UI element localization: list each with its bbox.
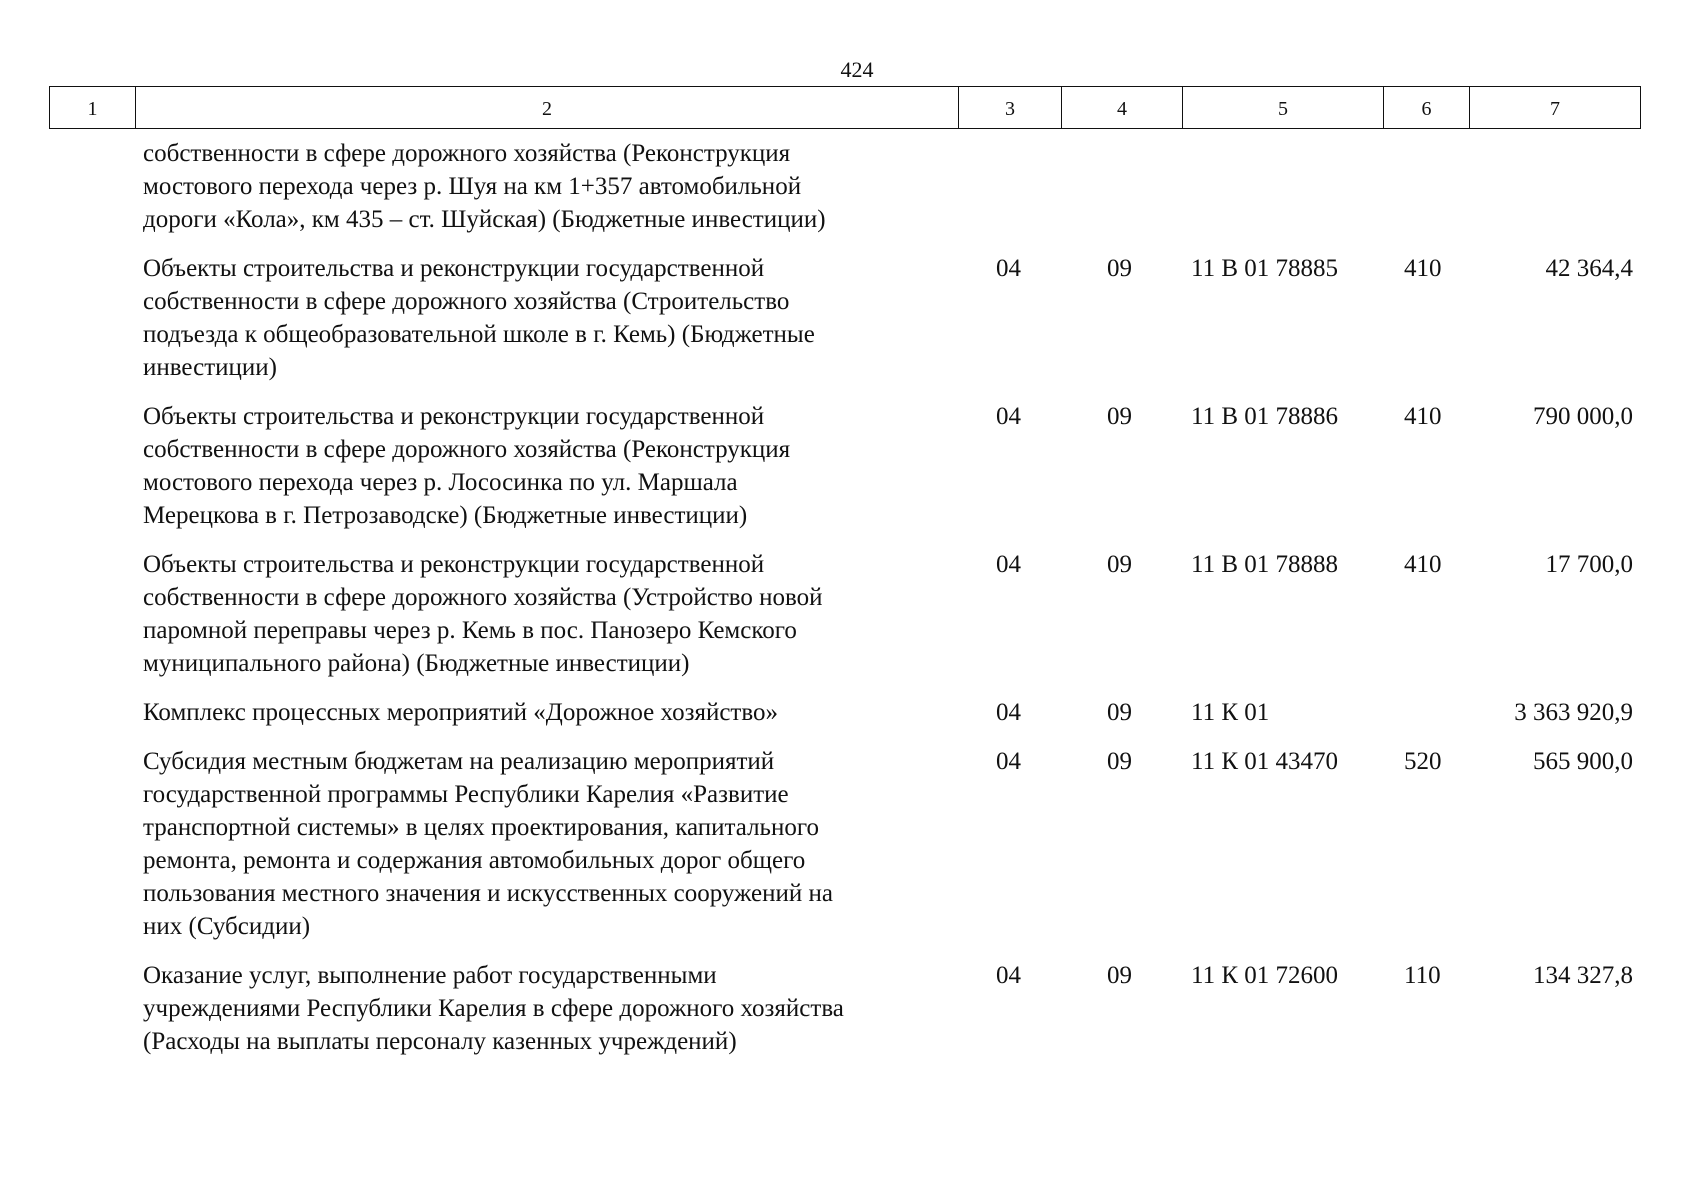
row-amount: 565 900,0 xyxy=(1533,748,1633,775)
page-number: 424 xyxy=(840,57,874,82)
table-row xyxy=(143,745,1641,943)
row-target: 11 В 01 78885 xyxy=(1191,255,1338,282)
row-subsection: 09 xyxy=(1107,699,1132,726)
table-row xyxy=(143,959,1641,1058)
row-subsection: 09 xyxy=(1107,403,1132,430)
row-target: 11 В 01 78888 xyxy=(1191,551,1338,578)
row-subsection: 09 xyxy=(1107,255,1132,282)
row-expense-type: 520 xyxy=(1404,748,1442,775)
row-target: 11 В 01 78886 xyxy=(1191,403,1338,430)
row-description: Комплекс процессных мероприятий «Дорожное хозяйство» xyxy=(143,699,778,726)
table-row xyxy=(143,696,1641,729)
row-section: 04 xyxy=(996,551,1021,578)
header-col-1: 1 xyxy=(50,87,136,128)
table-row xyxy=(143,252,1641,384)
header-col-6: 6 xyxy=(1384,87,1470,128)
row-expense-type: 410 xyxy=(1404,255,1442,282)
row-amount: 134 327,8 xyxy=(1533,962,1633,989)
header-col-2: 2 xyxy=(136,87,959,128)
row-target: 11 К 01 72600 xyxy=(1191,962,1338,989)
row-amount: 42 364,4 xyxy=(1545,255,1633,282)
row-section: 04 xyxy=(996,699,1021,726)
row-description: Объекты строительства и реконструкции государственной собственности в сфере дорожного хозяйства (Реконструкция мостового перехода через р. Лососинка по ул. Маршала Мерецкова в г. Петрозаводске) (Бюджетные инвестиции) xyxy=(143,403,791,529)
row-section: 04 xyxy=(996,962,1021,989)
row-amount: 790 000,0 xyxy=(1533,403,1633,430)
row-section: 04 xyxy=(996,403,1021,430)
table-row xyxy=(143,400,1641,532)
table-body xyxy=(143,137,1641,1058)
table-header xyxy=(49,86,1641,129)
row-subsection: 09 xyxy=(1107,962,1132,989)
row-expense-type: 110 xyxy=(1404,962,1441,989)
row-description: Оказание услуг, выполнение работ государственными учреждениями Республики Карелия в сфере дорожного хозяйства (Расходы на выплаты персоналу казенных учреждений) xyxy=(143,962,844,1055)
table-row xyxy=(143,137,1641,236)
row-description: собственности в сфере дорожного хозяйства (Реконструкция мостового перехода через р. Шуя на км 1+357 автомобильной дороги «Кола», км 435 – ст. Шуйская) (Бюджетные инвестиции) xyxy=(143,140,826,233)
header-col-4: 4 xyxy=(1062,87,1183,128)
header-col-7: 7 xyxy=(1550,97,1560,120)
row-description: Объекты строительства и реконструкции государственной собственности в сфере дорожного хозяйства (Устройство новой паромной переправы через р. Кемь в пос. Панозеро Кемского муниципального района) (Бюджетные инвестиции) xyxy=(143,551,823,677)
header-col-3: 3 xyxy=(959,87,1062,128)
row-target: 11 К 01 xyxy=(1191,699,1270,726)
row-expense-type: 410 xyxy=(1404,403,1442,430)
row-expense-type: 410 xyxy=(1404,551,1442,578)
header-col-5: 5 xyxy=(1183,87,1384,128)
row-section: 04 xyxy=(996,748,1021,775)
row-description: Объекты строительства и реконструкции государственной собственности в сфере дорожного хозяйства (Строительство подъезда к общеобразовательной школе в г. Кемь) (Бюджетные инвестиции) xyxy=(143,255,815,381)
row-subsection: 09 xyxy=(1107,748,1132,775)
row-section: 04 xyxy=(996,255,1021,282)
table-row xyxy=(143,548,1641,680)
row-target: 11 К 01 43470 xyxy=(1191,748,1338,775)
row-amount: 17 700,0 xyxy=(1545,551,1633,578)
row-subsection: 09 xyxy=(1107,551,1132,578)
row-amount: 3 363 920,9 xyxy=(1514,699,1633,726)
row-description: Субсидия местным бюджетам на реализацию мероприятий государственной программы Республики Карелия «Развитие транспортной системы» в целях проектирования, капитального ремонта, ремонта и содержания автомобильных дорог общего пользования местного значения и искусственных сооружений на них (Субсидии) xyxy=(143,748,833,940)
